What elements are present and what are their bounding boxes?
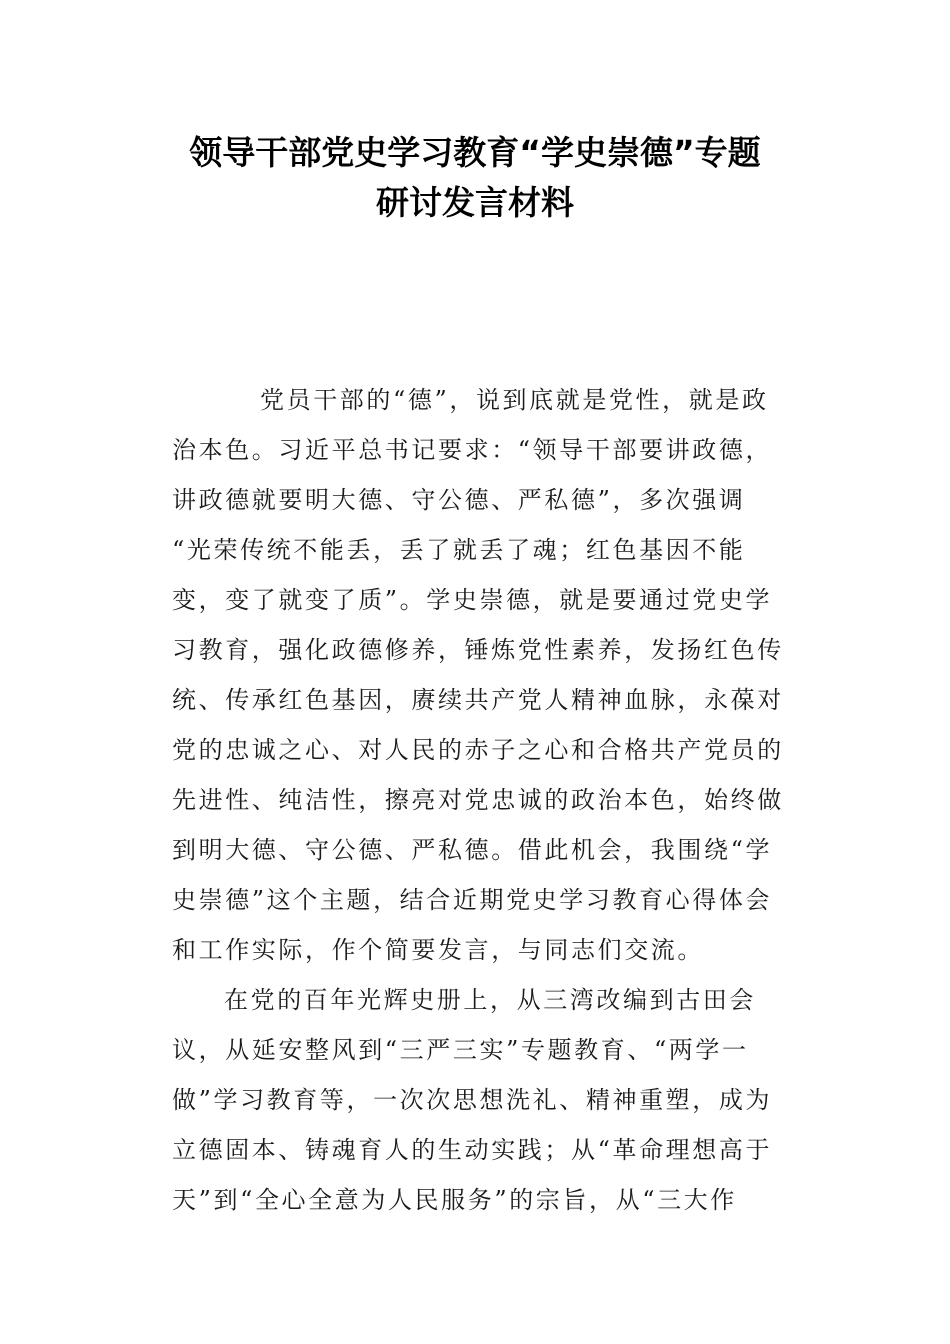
paragraph-line: 做”学习教育等，一次次思想洗礼、精神重塑，成为: [172, 1086, 773, 1114]
paragraph-line: 讲政德就要明大德、守公德、严私德”，多次强调: [172, 486, 746, 514]
paragraph-line: 议，从延安整风到“三严三实”专题教育、“两学一: [172, 1036, 749, 1064]
paragraph-line: 到明大德、守公德、严私德。借此机会，我围绕“学: [172, 836, 773, 864]
paragraph-line: 在党的百年光辉史册上，从三湾改编到古田会: [224, 986, 756, 1014]
document-title-line-1: 领导干部党史学习教育“学史崇德”专题: [189, 133, 761, 172]
paragraph-line: 党的忠诚之心、对人民的赤子之心和合格共产党员的: [172, 736, 784, 764]
paragraph-line: 党员干部的“德”，说到底就是党性，就是政: [260, 386, 769, 414]
body-paragraph-1: [172, 375, 784, 975]
paragraph-line: 天”到“全心全意为人民服务”的宗旨，从“三大作: [172, 1186, 737, 1214]
paragraph-line: 治本色。习近平总书记要求：“领导干部要讲政德，: [172, 436, 773, 464]
paragraph-line: 先进性、纯洁性，擦亮对党忠诚的政治本色，始终做: [172, 786, 784, 814]
paragraph-line: 习教育，强化政德修养，锤炼党性素养，发扬红色传: [172, 636, 784, 664]
document-title-line-2: 研讨发言材料: [376, 183, 574, 222]
paragraph-line: 统、传承红色基因，赓续共产党人精神血脉，永葆对: [172, 686, 784, 714]
paragraph-line: 史崇德”这个主题，结合近期党史学习教育心得体会: [172, 886, 773, 914]
paragraph-line: “光荣传统不能丢，丢了就丢了魂；红色基因不能: [172, 536, 746, 564]
body-paragraph-2: [172, 975, 772, 1225]
paragraph-line: 和工作实际，作个简要发言，与同志们交流。: [172, 936, 704, 964]
paragraph-line: 变，变了就变了质”。学史崇德，就是要通过党史学: [172, 586, 773, 614]
paragraph-line: 立德固本、铸魂育人的生动实践；从“革命理想高于: [172, 1136, 773, 1164]
